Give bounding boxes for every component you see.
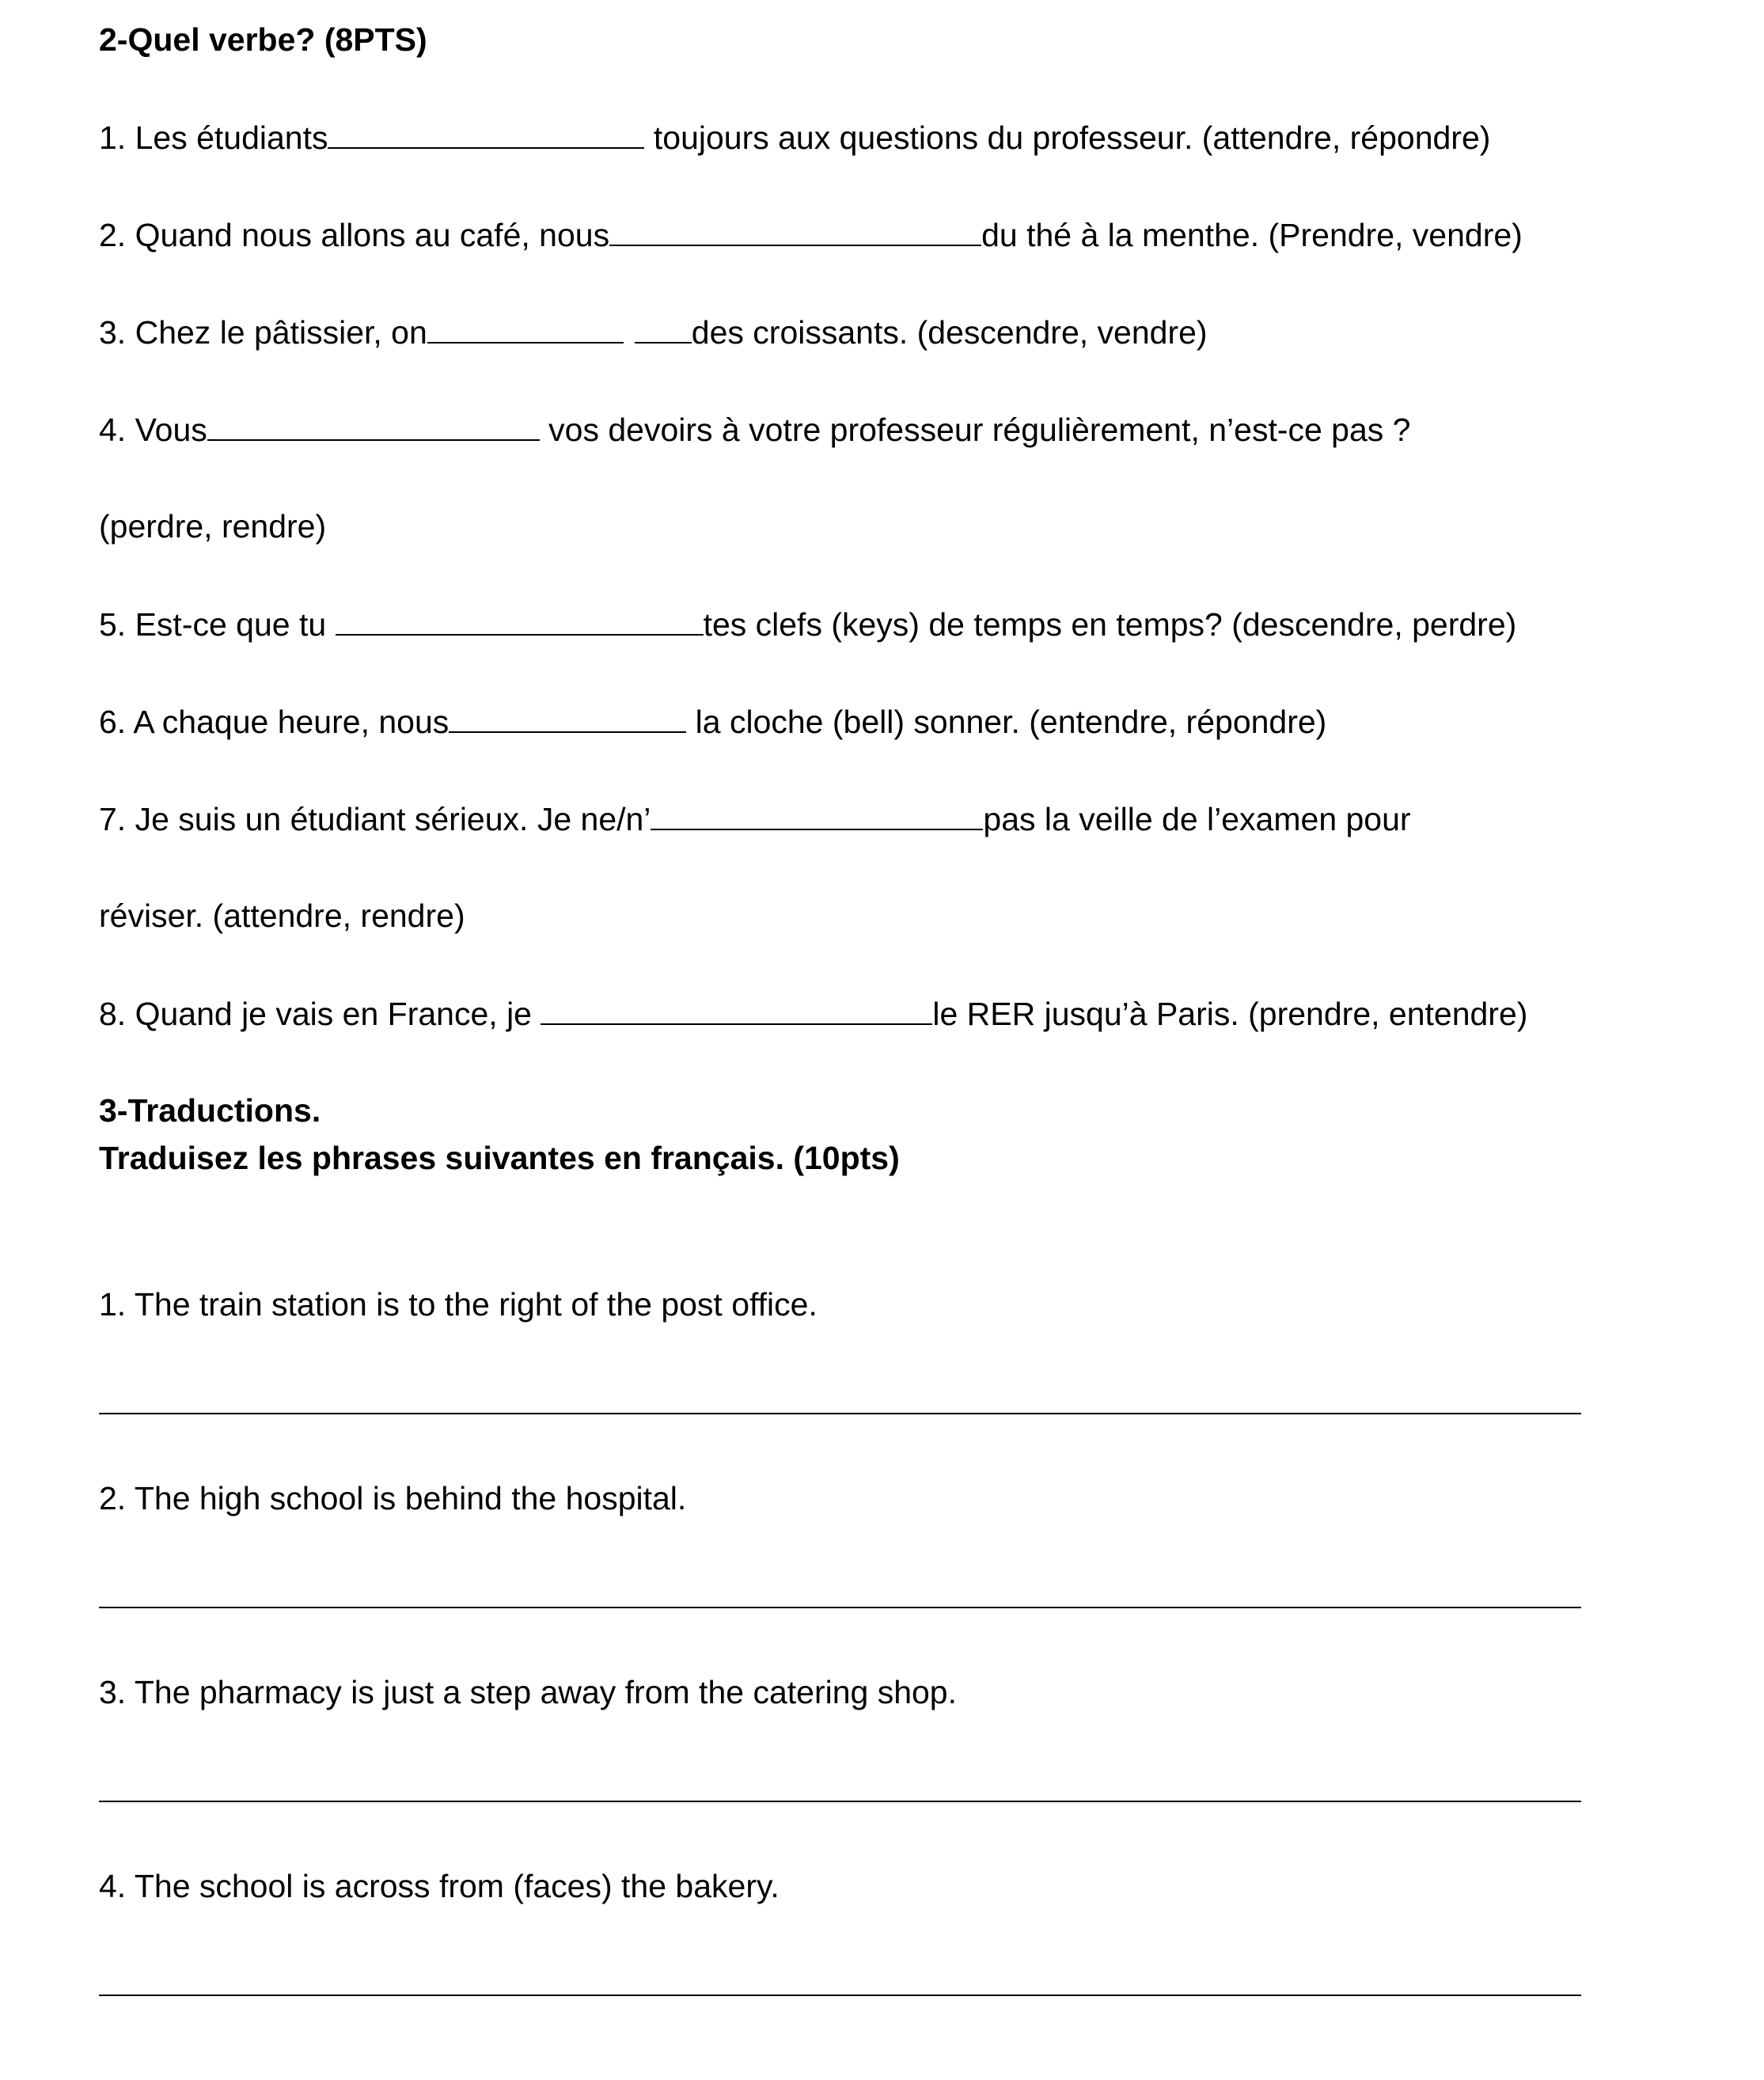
answer-blank-2[interactable]	[609, 214, 981, 246]
item-text-after: le RER jusqu’à Paris. (prendre, entendre)	[932, 996, 1528, 1032]
item-text-after: pas la veille de l’examen pour	[983, 801, 1411, 837]
exercise-item-1	[99, 117, 1490, 158]
item-text-after: la cloche (bell) sonner. (entendre, répondre)	[686, 704, 1327, 740]
exercise-item-4	[99, 409, 1410, 450]
item-text-before: 7. Je suis un étudiant sérieux. Je ne/n’	[99, 801, 651, 837]
item-text-after: vos devoirs à votre professeur régulièrement, n’est-ce pas ?	[539, 412, 1411, 448]
translation-item-3: 3. The pharmacy is just a step away from the catering shop.	[99, 1674, 957, 1710]
exercise-item-3	[99, 312, 1208, 352]
exercise-item-7	[99, 799, 1411, 839]
item-text-after: du thé à la menthe. (Prendre, vendre)	[981, 217, 1523, 253]
exercise-item-7-continued: réviser. (attendre, rendre)	[99, 898, 465, 934]
answer-blank-3b[interactable]	[635, 312, 692, 344]
item-text-before: 1. Les étudiants	[99, 120, 328, 156]
answer-blank-6[interactable]	[449, 701, 686, 733]
item-text-before: 3. Chez le pâtissier, on	[99, 314, 427, 351]
exercise-item-8	[99, 993, 1527, 1034]
item-text-before: 5. Est-ce que tu	[99, 606, 336, 643]
item-text-after: des croissants. (descendre, vendre)	[691, 314, 1208, 351]
exercise-item-4-continued: (perdre, rendre)	[99, 508, 327, 545]
answer-blank-4[interactable]	[207, 409, 540, 441]
translation-answer-line-4[interactable]	[99, 1995, 1581, 1996]
translation-item-1: 1. The train station is to the right of the post office.	[99, 1286, 818, 1323]
answer-blank-5[interactable]	[336, 604, 704, 636]
exercise-item-6	[99, 701, 1326, 742]
answer-blank-8[interactable]	[541, 993, 932, 1025]
translation-item-2: 2. The high school is behind the hospital.	[99, 1480, 687, 1516]
answer-blank-3a[interactable]	[427, 312, 624, 344]
item-text-before: 6. A chaque heure, nous	[99, 704, 450, 740]
section-3-title: 3-Traductions.	[99, 1092, 321, 1129]
translation-item-4: 4. The school is across from (faces) the bakery.	[99, 1868, 780, 1904]
item-text-before: 4. Vous	[99, 412, 207, 448]
item-text-after: toujours aux questions du professeur. (attendre, répondre)	[644, 120, 1491, 156]
translation-answer-line-3[interactable]	[99, 1801, 1581, 1802]
item-text-after: tes clefs (keys) de temps en temps? (descendre, perdre)	[703, 606, 1517, 643]
item-text-before: 8. Quand je vais en France, je	[99, 996, 541, 1032]
answer-blank-7[interactable]	[651, 799, 983, 830]
item-text-before: 2. Quand nous allons au café, nous	[99, 217, 610, 253]
exercise-item-5	[99, 604, 1516, 644]
translation-answer-line-1[interactable]	[99, 1413, 1581, 1414]
answer-blank-1[interactable]	[328, 117, 644, 149]
exercise-item-2	[99, 214, 1523, 255]
section-2-title: 2-Quel verbe? (8PTS)	[99, 21, 427, 58]
section-3-instructions: Traduisez les phrases suivantes en français. (10pts)	[99, 1140, 900, 1176]
translation-answer-line-2[interactable]	[99, 1607, 1581, 1608]
